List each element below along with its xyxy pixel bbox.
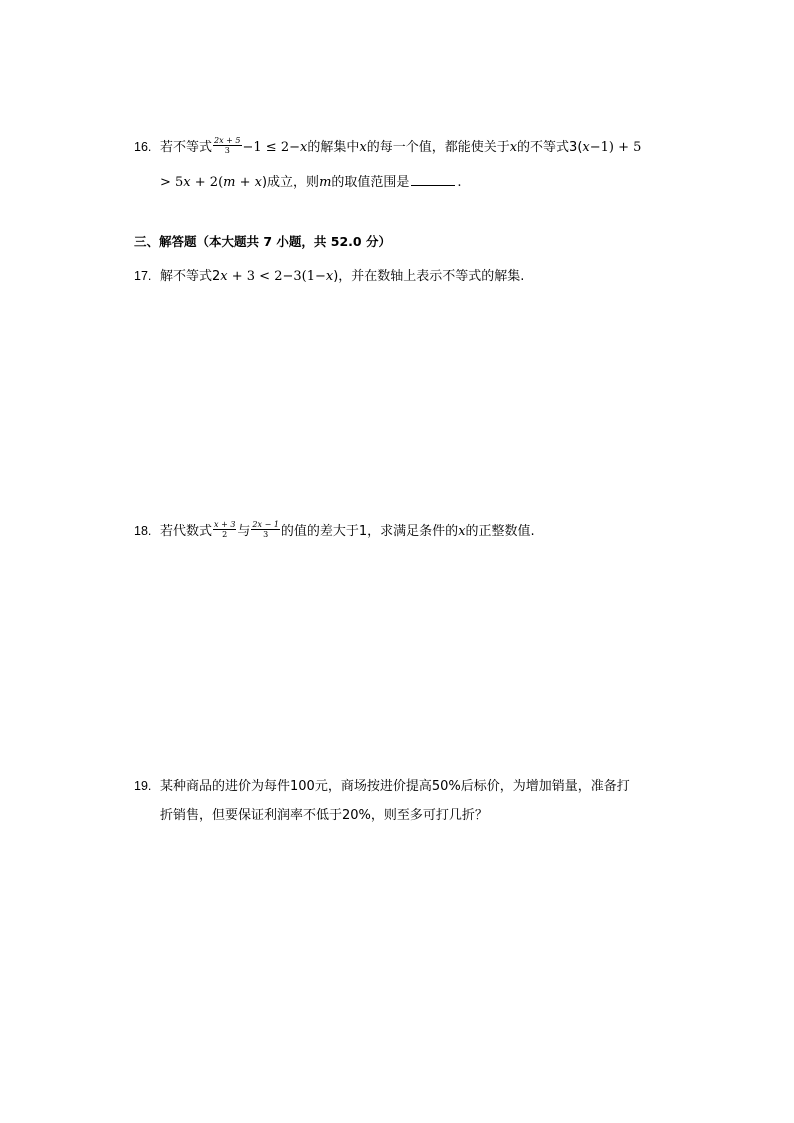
question-19-line-1: 19. 某种商品的进价为每件100元，商场按进价提高50%后标价，为增加销量，准备打 [134,779,630,794]
fraction-2x-plus-5-over-3: $\frac{2x + 5}{3}$ [214,136,241,155]
question-19-line-2: 折销售，但要保证利润率不低于20%，则至多可打几折？ [160,808,488,823]
question-18-number: 18. [134,524,152,538]
fraction-2x-minus-1-over-3: $\frac{2x - 1}{3}$ [252,520,279,539]
question-19-number: 19. [134,779,152,793]
question-17: 17. 解不等式2x + 3 < 2−3(1−x)，并在数轴上表示不等式的解集. [134,269,525,284]
section-heading: 三、解答题（本大题共 7 小题，共 52.0 分） [134,234,391,249]
question-16-number: 16. [134,140,152,154]
question-16-line-2: > 5x + 2(m + x)成立，则m的取值范围是 . [160,175,462,190]
fraction-x-plus-3-over-2: $\frac{x + 3}{2}$ [214,520,236,539]
question-16-line-1: 16. 若不等式 $\frac{2x + 5}{3}$ −1 ≤ 2−x的解集中x的每一个值，都能使关于x的不等式3(x−1) + 5 [134,136,642,155]
answer-blank[interactable] [411,174,455,186]
question-18: 18. 若代数式 $\frac{x + 3}{2}$ 与 $\frac{2x - 1}{3}$ 的值的差大于1，求满足条件的x的正整数值. [134,520,535,539]
question-17-number: 17. [134,269,152,283]
